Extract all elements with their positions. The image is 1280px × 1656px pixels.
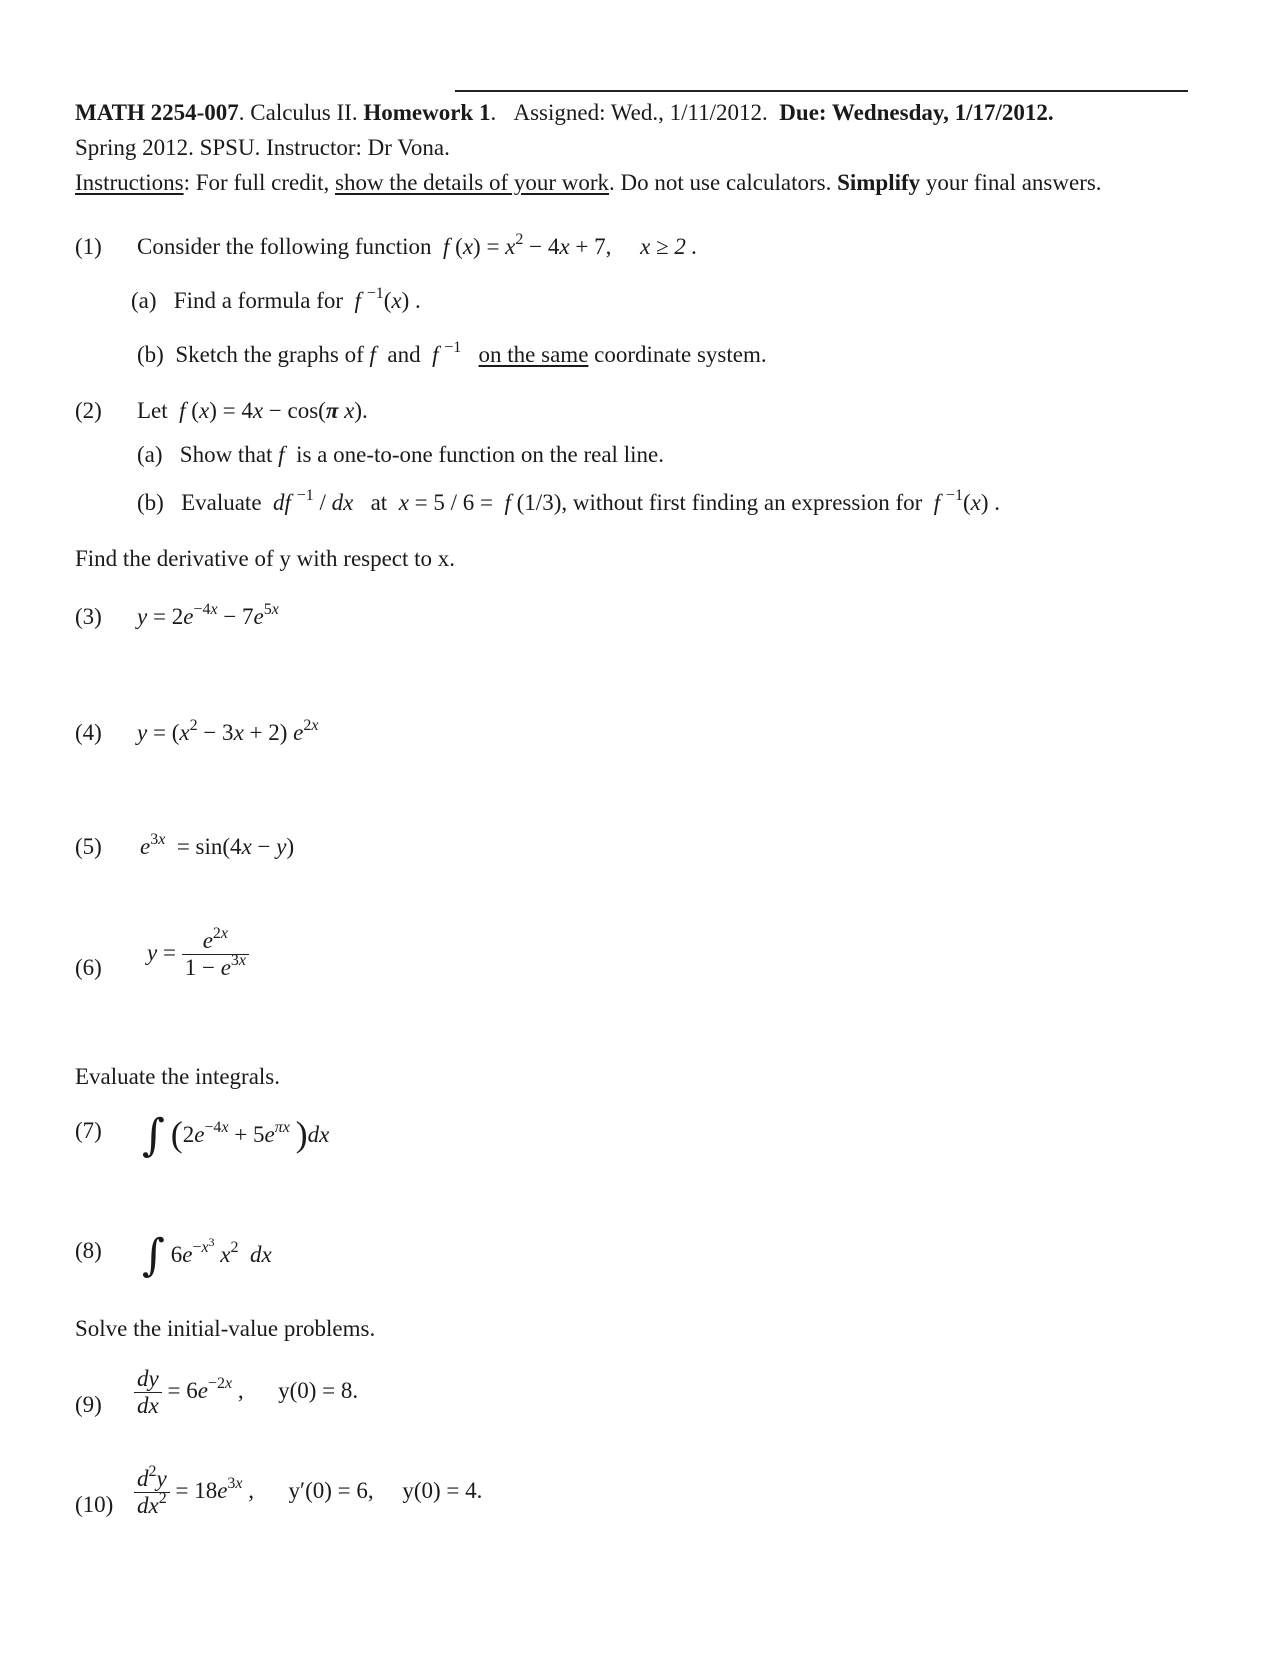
problem-8-formula: ∫ $6e^{-x^3}$ $x^2$ dx — [142, 1230, 272, 1281]
problem-2b-at: at — [370, 490, 388, 515]
assigned-date: Assigned: Wed., 1/11/2012. — [513, 100, 768, 125]
homework-label: Homework 1 — [363, 100, 491, 125]
problem-2b-point: x = 5 / 6 = f (1/3) — [398, 490, 562, 515]
section-integrals-heading: Evaluate the integrals. — [75, 1064, 281, 1089]
problem-2a — [137, 442, 664, 468]
instructions — [75, 170, 1102, 196]
problem-10-fraction: $\frac{d^2y}{dx^2}$ — [134, 1466, 170, 1519]
instructions-text: : For full credit, — [183, 170, 335, 195]
problem-2b-text-3: , without first finding an expression for — [561, 490, 923, 515]
problem-1a-text: Find a formula for — [173, 288, 344, 313]
problem-2b-number: (b) — [137, 490, 164, 515]
problem-7-number: (7) — [75, 1118, 102, 1143]
problem-7-formula: ∫ ($2e^{-4x} + 5e^{\pi x}$ )dx — [142, 1110, 330, 1161]
problem-1b-and: and — [387, 342, 421, 367]
problem-1b-underlined: on the same — [478, 342, 589, 367]
instructions-text-2: . Do not use calculators. — [609, 170, 838, 195]
problem-1a-number: (a) — [131, 288, 157, 313]
problem-1-domain: x ≥ 2 . — [640, 234, 698, 259]
problem-1b-f: f — [369, 342, 376, 367]
problem-9-condition: y(0) = 8. — [278, 1377, 359, 1403]
problem-10-formula: $\frac{d^2y}{dx^2}$ = $18e^{3x}$ , y′(0) = 6, y(0) = 4. — [134, 1466, 482, 1519]
problem-9-fraction: $\frac{dy}{dx}$ — [134, 1366, 162, 1419]
problem-1-number: (1) — [75, 234, 102, 259]
instructions-emphasis: show the details of your work — [335, 170, 610, 195]
top-rule — [455, 90, 1188, 92]
problem-1-formula: f $(x) = x^2 - 4x + 7$, — [443, 231, 612, 259]
problem-2b-derivative: df $^{-1}$ / dx — [273, 487, 354, 515]
course-code: MATH 2254-007 — [75, 100, 239, 125]
header-line-2: Spring 2012. SPSU. Instructor: Dr Vona. — [75, 135, 450, 160]
problem-1b-finv: f — [432, 342, 439, 367]
problem-2a-f: f — [278, 442, 285, 467]
problem-2-formula: f (x) = 4x − cos(π x). — [179, 398, 368, 423]
problem-4-formula: $y = (x^2 - 3x + 2)$ $e^{2x}$ — [137, 717, 319, 745]
problem-2-text: Let — [137, 398, 168, 423]
due-date: Due: Wednesday, 1/17/2012. — [779, 100, 1054, 125]
instructions-simplify: Simplify — [837, 170, 921, 195]
problem-6-fraction: $\frac{e^{2x}}{1 - e^{3x}}$ — [182, 928, 249, 981]
problem-2a-text-2: is a one-to-one function on the real line. — [296, 442, 664, 467]
instructions-label: Instructions — [75, 170, 184, 195]
problem-3-formula: $y = 2e^{-4x} - 7e^{5x}$ — [137, 601, 279, 629]
problem-2b-text: Evaluate — [181, 490, 262, 515]
problem-6-number: (6) — [75, 955, 102, 980]
problem-10-number: (10) — [75, 1492, 114, 1517]
problem-5-number: (5) — [75, 834, 102, 859]
problem-1-text: Consider the following function — [137, 234, 432, 259]
integral-sign-8: ∫ — [142, 1230, 165, 1281]
section-derivatives-heading: Find the derivative of y with respect to x. — [75, 546, 456, 571]
problem-1b-text: Sketch the graphs of — [175, 342, 364, 367]
problem-10-condition-2: y(0) = 4. — [402, 1477, 483, 1503]
problem-1b-end: coordinate system. — [594, 342, 767, 367]
problem-2a-text: Show that — [179, 442, 273, 467]
problem-2-statement — [137, 398, 368, 424]
problem-2a-number: (a) — [137, 442, 163, 467]
problem-2-number: (2) — [75, 398, 102, 423]
problem-10-condition-1: y′(0) = 6, — [288, 1477, 374, 1503]
problem-2b-finv: f $^{-1}$(x) . — [933, 487, 1001, 515]
problem-4-number: (4) — [75, 720, 102, 745]
section-ivp-heading: Solve the initial-value problems. — [75, 1316, 376, 1341]
problem-1a — [131, 285, 421, 314]
problem-1b: (b) Sketch the graphs of f and f $^{-1}$ on the same coordinate system. — [137, 339, 767, 367]
problem-1b-number: (b) — [137, 342, 164, 367]
problem-1a-formula: f $^{-1}$(x) . — [354, 285, 421, 313]
instructions-text-3: your final answers. — [920, 170, 1102, 195]
problem-5-formula: $e^{3x} = \sin(4x - y)$ — [140, 831, 295, 859]
problem-1-statement — [137, 231, 698, 260]
problem-6-formula: y = $\frac{e^{2x}}{1 - e^{3x}}$ — [147, 928, 249, 981]
course-name: Calculus II. — [250, 100, 358, 125]
problem-3-number: (3) — [75, 604, 102, 629]
problem-9-formula: $\frac{dy}{dx}$ = $6e^{-2x}$ , y(0) = 8. — [134, 1366, 358, 1419]
problem-2b — [137, 487, 1001, 516]
problem-8-number: (8) — [75, 1238, 102, 1263]
header-line-1: MATH 2254-007. Calculus II. Homework 1. Assigned: Wed., 1/11/2012. Due: Wednesday, 1/17/2012. — [75, 100, 1054, 125]
integral-sign-7: ∫ — [142, 1110, 165, 1161]
problem-9-number: (9) — [75, 1392, 102, 1417]
